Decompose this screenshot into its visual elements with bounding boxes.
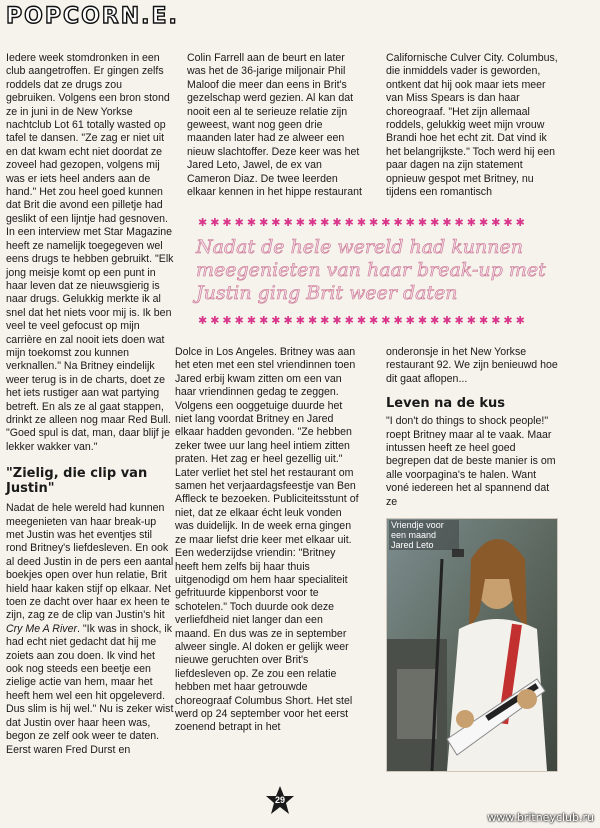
pull-quote: Nadat de hele wereld had kunnen meegenieten van haar break-up met Justin ging Brit weer daten: [196, 236, 546, 304]
section-heading: "Zielig, die clip van Justin": [6, 466, 148, 497]
star-divider-top: ✱✱✱✱✱✱✱✱✱✱✱✱✱✱✱✱✱✱✱✱✱✱✱✱✱✱✱: [198, 217, 528, 229]
star-divider-bottom: ✱✱✱✱✱✱✱✱✱✱✱✱✱✱✱✱✱✱✱✱✱✱✱✱✱✱✱: [198, 315, 528, 327]
article-column-1: [6, 52, 174, 757]
caption-line: Jared Leto: [389, 540, 459, 550]
article-column-2: [187, 52, 365, 199]
body-paragraph: onderonsje in het New Yorkse restaurant 92. We zijn benieuwd hoe dit gaat aflopen...: [386, 346, 558, 385]
body-text: . "Ik was in shock, ik had echt niet gedacht dat hij me zoiets aan zou doen. Ik vind het ook nog steeds een beetje een zielige actie van hem, maar het heeft hem wel een hit opgeleverd. Dus slim is hij wel." Nu is zeker wist dat Justin over haar heen was, begon ze zelf ook weer te daten. Eerst waren Fred Durst en: [6, 622, 174, 756]
site-watermark: www.britneyclub.ru: [487, 811, 594, 824]
caption-line: Vriendje voor: [389, 520, 459, 530]
body-paragraph: "I don't do things to shock people!" roept Britney maar al te vaak. Maar intussen heeft ze heel goed begrepen dat de beste manier is om alle voorpagina's te halen. Want voné iedereen het al spannend dat ze: [386, 415, 556, 508]
article-column-3: [386, 52, 558, 199]
body-paragraph: Colin Farrell aan de beurt en later was het de 36-jarige miljonair Phil Maloof die meer dan eens in Brit's gezelschap werd gezien. Al kan dat nooit een al te serieuze relatie zijn geweest, want nog geen drie maanden later had ze alweer een nieuw slachtoffer. Deze keer was het Jared Leto, Jawel, de ex van Cameron Diaz. De twee leerden elkaar kennen in het hippe restaurant: [187, 52, 362, 199]
page-number: 29: [274, 795, 285, 805]
jared-leto-photo: [386, 518, 558, 772]
magazine-logo: POPCORN.E.: [6, 4, 179, 29]
song-title: Cry Me A River: [6, 622, 78, 635]
caption-line: een maand: [389, 530, 459, 540]
body-paragraph: Dolce in Los Angeles. Britney was aan het eten met een stel vriendinnen toen Jared erbij kwam zitten om een van haar vriendinnen gedag te zeggen. Volgens een ooggetuige duurde het niet lang voordat Britney en Jared elkaar hadden gevonden. "Ze hebben zeker twee uur lang heel intiem zitten praten. Het zag er heel gezellig uit." Later verliet het stel het restaurant om samen het verjaardagsfeestje van Ben Affleck te bezoeken. Publiciteitsstunt of niet, dat ze elkaar écht leuk vonden was duidelijk. In de week erna gingen ze maar liefst drie keer met elkaar uit. Een wederzijdse vriendin: "Britney heeft hem zelfs bij haar thuis uitgenodigd om hem haar specialiteit gefrituurde kippenborst voor te schotelen." Toch duurde ook deze verliefdheid niet langer dan een maand. En dus was ze in september alweer single. Al doken er gelijk weer nieuwe geruchten over Brit's liefdesleven op. Ze zou een relatie hebben met haar getrouwde choreograaf Columbus Short. Het stel werd op 24 september voor het eerst zoenend betrapt in het: [175, 346, 359, 734]
section-heading: Leven na de kus: [386, 396, 506, 412]
body-text: Nadat de hele wereld had kunnen meegenieten van haar break-up met Justin was het eventjes stil rond Britney's liefdesleven. En ook al deed Justin in de pers een aantal boekjes open over hun relatie, Brit hield haar kaken stijf op elkaar. Net toen ze dacht over haar ex heen te zijn, zag ze de clip van Justin's hit: [6, 502, 174, 622]
body-paragraph: Iedere week stomdronken in een club aangetroffen. Er gingen zelfs roddels dat ze drugs zou gebruiken. Volgens een bron stond ze in juni in de New Yorkse nachtclub Lot 61 totally wasted op tafel te dansen. "Ze zag er niet uit en dat kwam echt niet doordat ze zoveel had gezopen, volgens mij was er iets heel anders aan de hand." Het zou heel goed kunnen dat Brit die avond een pilletje had geslikt of een lijntje had gesnoven. In een interview met Star Magazine heeft ze namelijk toegegeven wel eens drugs te hebben gebruikt. "Elk jong meisje komt op een punt in haar leven dat ze nieuwsgierig is naar drugs. Gelukkig merkte ik al snel dat het niets voor mij is. Ik ben veel te veel gefocust op mijn carrière en zal nooit iets doen wat mijn toekomst zou kunnen verknallen." Na Britney eindelijk weer terug is in de charts, doet ze het iets rustiger aan wat partying betreft. En als ze al gaat stappen, drinkt ze alleen nog maar Red Bull. "Goed spul is dat, man, daar blijf je lekker wakker van.": [6, 52, 174, 453]
article-column-2-lower: [175, 346, 361, 735]
photo-caption: [389, 520, 459, 550]
article-column-3-lower: [386, 346, 558, 509]
body-paragraph: Californische Culver City. Columbus, die inmiddels vader is geworden, ontkent dat hij ook maar iets meer van Miss Spears is dan haar choreograaf. "Het zijn allemaal roddels, gelukkig weet mijn vrouw Brandi hoe het echt zit. Dat vind ik het belangrijkste." Toch werd hij een paar dagen na zijn statement opnieuw gespot met Britney, nu tijdens een romantisch: [386, 52, 558, 199]
body-paragraph: [6, 502, 174, 757]
